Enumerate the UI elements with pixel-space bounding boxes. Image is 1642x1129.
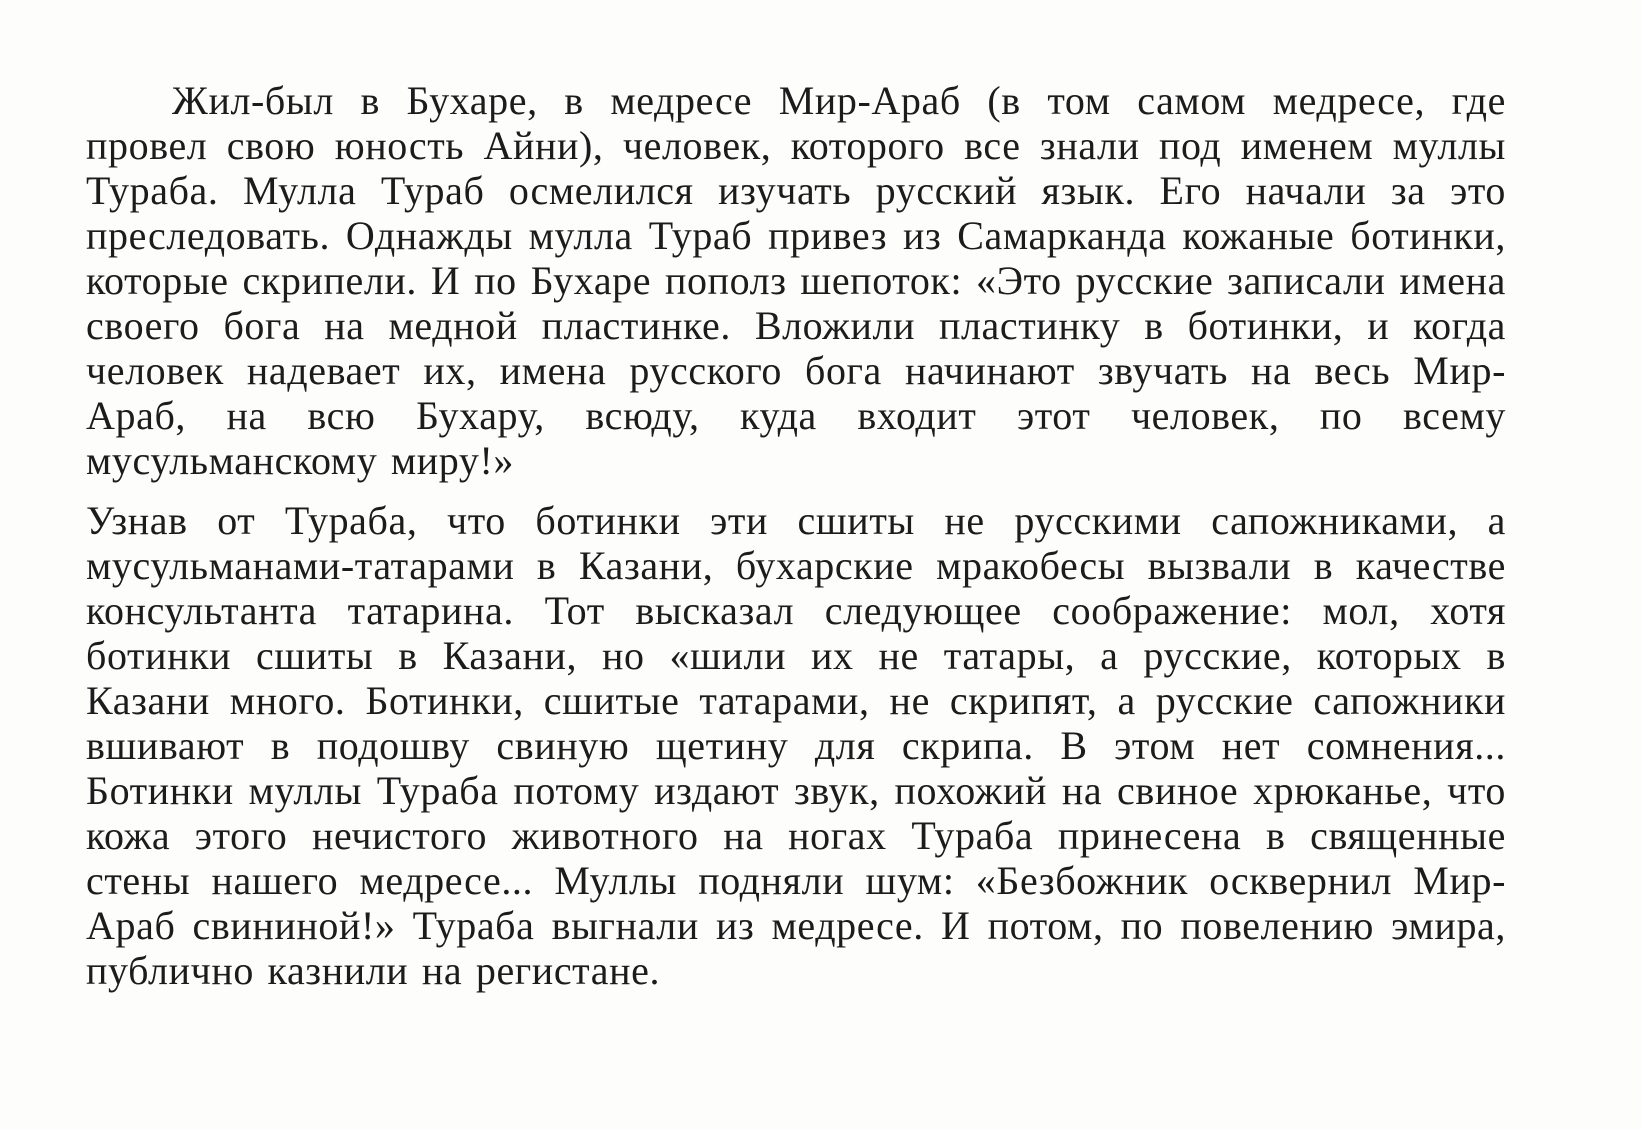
paragraph-2: Узнав от Тураба, что ботинки эти сшиты не русскими сапожниками, а мусульманами-татарами в Казани, бухарские мракобесы вызвали в качестве консультанта татарина. Тот высказал следующее соображение: мол, хотя ботинки сшиты в Казани, но «шили их не татары, а русские, которых в Казани много. Ботинки, сшитые татарами, не скрипят, а русские сапожники вшивают в подошву свиную щетину для скрипа. В этом нет сомнения... Ботинки муллы Тураба потому издают звук, похожий на свиное хрюканье, что кожа этого нечистого животного на ногах Тураба принесена в священные стены нашего медресе... Муллы подняли шум: «Безбожник осквернил Мир-Араб свининой!» Тураба выгнали из медресе. И потом, по повелению эмира, публично казнили на регистане. [86,498,1506,993]
paragraph-1: Жил-был в Бухаре, в медресе Мир-Араб (в том самом медресе, где провел свою юность Айни), человек, которого все знали под именем муллы Тураба. Мулла Тураб осмелился изучать русский язык. Его начали за это преследовать. Однажды мулла Тураб привез из Самарканда кожаные ботинки, которые скрипели. И по Бухаре пополз шепоток: «Это русские записали имена своего бога на медной пластинке. Вложили пластинку в ботинки, и когда человек надевает их, имена русского бога начинают звучать на весь Мир-Араб, на всю Бухару, всюду, куда входит этот человек, по всему мусульманскому миру!» [86,78,1506,483]
